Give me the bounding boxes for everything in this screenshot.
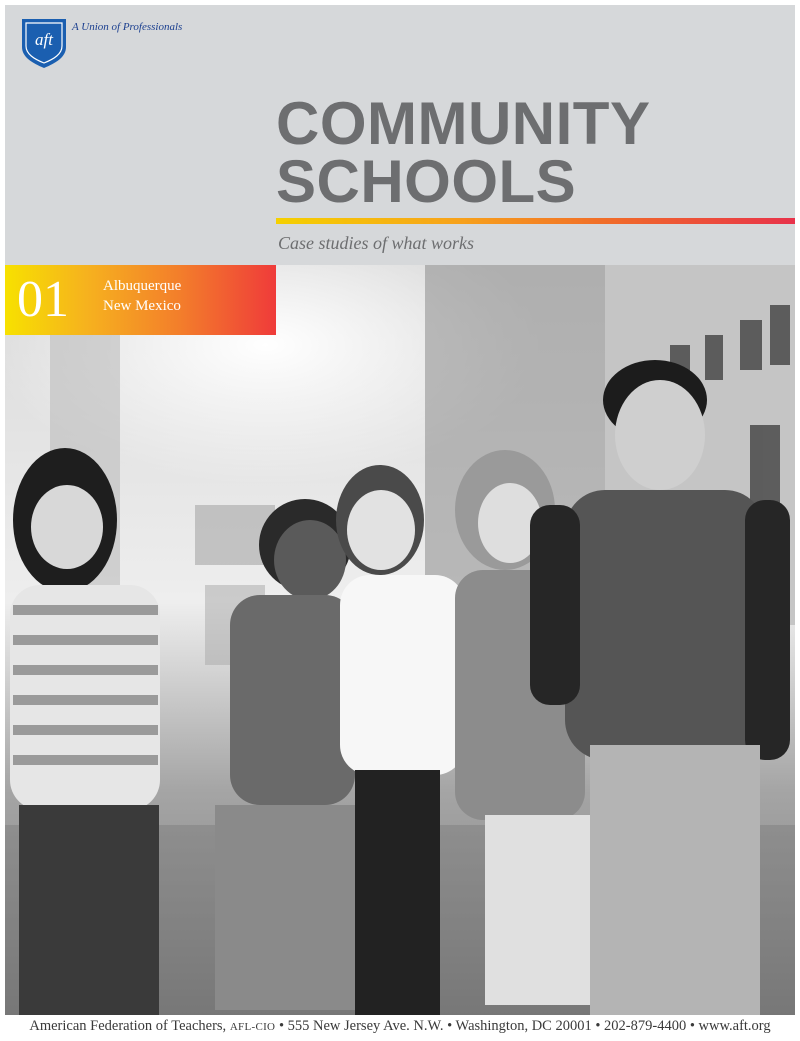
case-study-badge (5, 265, 276, 335)
aft-logo (18, 17, 70, 69)
children-hallway-photo (5, 265, 795, 1015)
cover-page (5, 5, 795, 1015)
logo-tagline: A Union of Professionals (72, 21, 183, 33)
title-gradient-rule (276, 218, 795, 224)
title-line-1: COMMUNITY (276, 90, 651, 157)
page-title (276, 90, 651, 215)
footer-org: American Federation of Teachers, (29, 1018, 227, 1034)
footer-affiliation: AFL-CIO (229, 1021, 276, 1033)
case-study-number: 01 (17, 271, 69, 328)
subtitle: Case studies of what works (278, 233, 475, 253)
footer-address (0, 1018, 800, 1038)
footer-contact: • 555 New Jersey Ave. N.W. • Washington, DC 20001 • 202-879-4400 • www.aft.org (278, 1018, 771, 1034)
case-study-city: Albuquerque (103, 278, 182, 294)
case-study-state: New Mexico (103, 298, 181, 314)
cover-photo (5, 265, 795, 1015)
svg-text:aft: aft (35, 30, 53, 49)
title-line-2: SCHOOLS (276, 148, 577, 215)
